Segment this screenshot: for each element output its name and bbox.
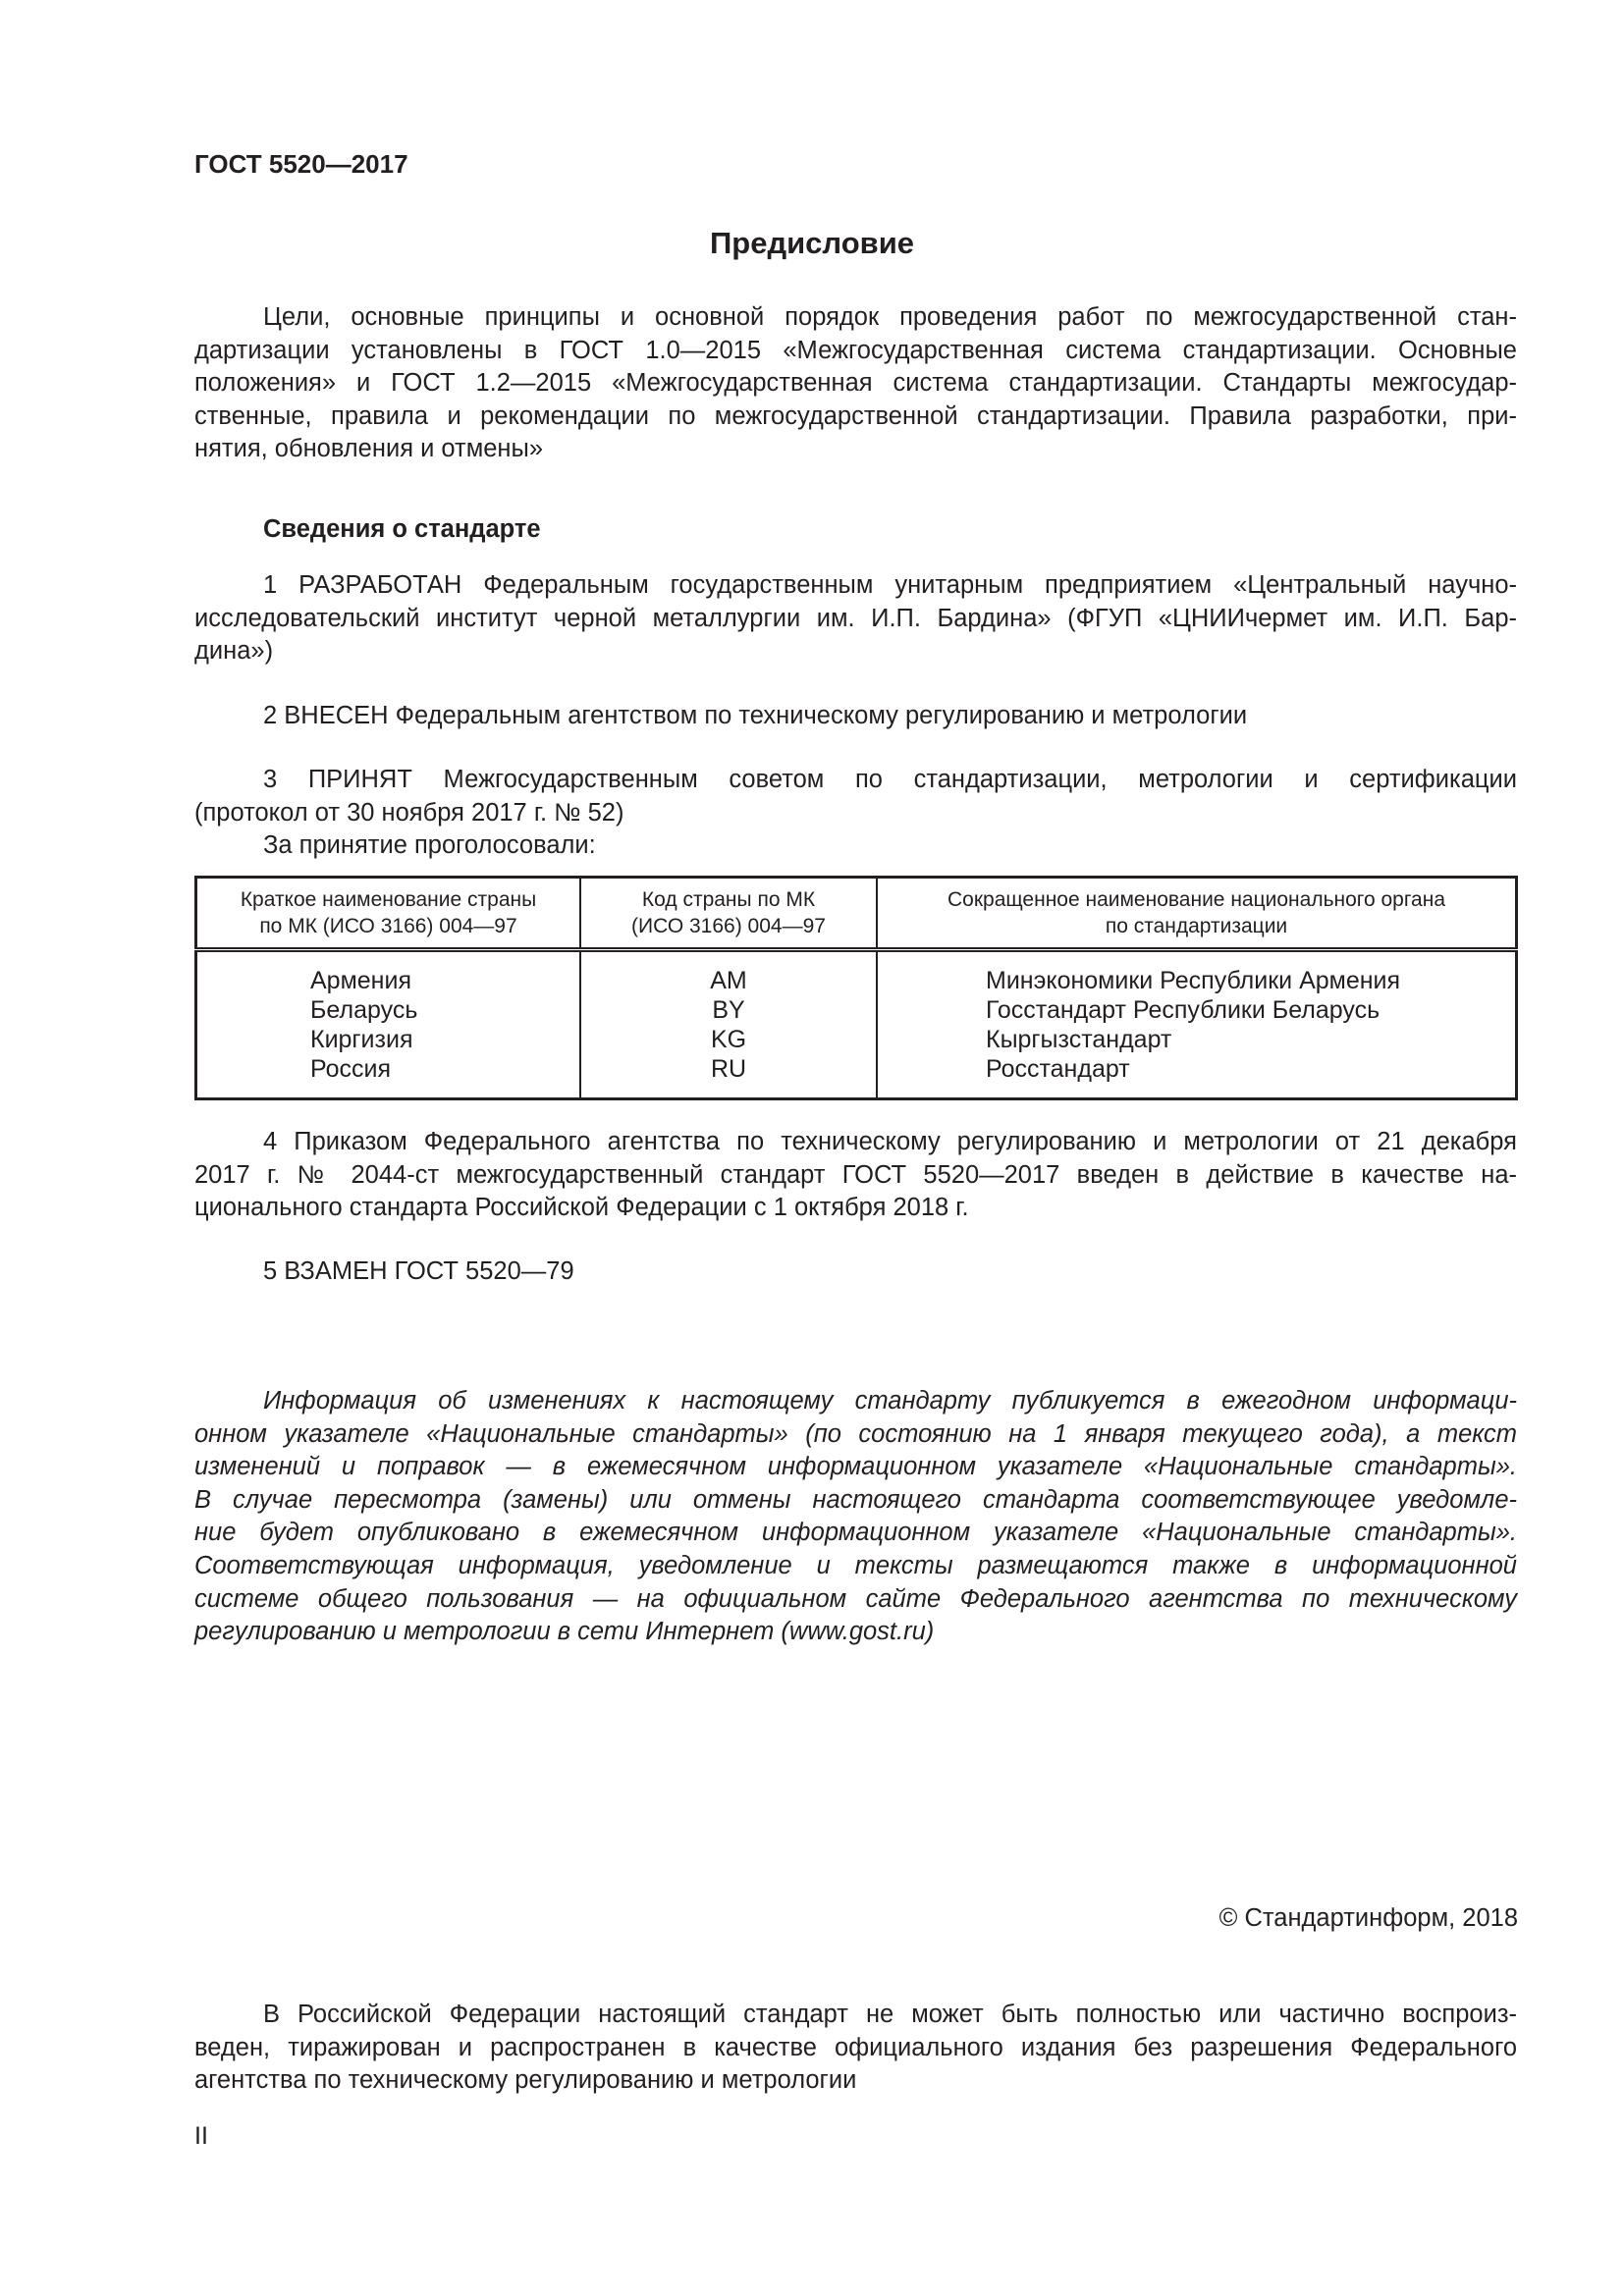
intro-paragraph <box>194 301 1517 466</box>
text-line: Цели, основные принципы и основной порядок проведения работ по межгосударственной стан- <box>263 303 1517 331</box>
text-line: 2 ВНЕСЕН Федеральным агентством по техническому регулированию и метрологии <box>263 702 1248 729</box>
notice-paragraph <box>194 1385 1517 1649</box>
text-line: системе общего пользования — на официальном сайте Федерального агентства по техническому <box>194 1584 1517 1613</box>
text-line: В Российской Федерации настоящий стандарт не может быть полностью или частично воспроиз- <box>263 2001 1517 2028</box>
text-line: В случае пересмотра (замены) или отмены настоящего стандарта соответствующее уведомле- <box>194 1485 1517 1514</box>
table-header-row <box>196 878 1517 950</box>
page-number: II <box>194 2122 208 2150</box>
country-cell: Армения Беларусь Киргизия Россия <box>196 950 581 1099</box>
text-line: 3 ПРИНЯТ Межгосударственным советом по стандартизации, метрологии и сертификации <box>263 766 1517 793</box>
text-line: Информация об изменениях к настоящему стандарту публикуется в ежегодном информаци- <box>263 1387 1517 1415</box>
column-header-code: Код страны по МК (ИСО 3166) 004—97 <box>580 878 877 950</box>
item-3 <box>194 764 1517 863</box>
text-line: ственные, правила и рекомендации по межгосударственной стандартизации. Правила разработки, при- <box>194 401 1517 430</box>
text-line: 1 РАЗРАБОТАН Федеральным государственным унитарным предприятием «Центральный научно- <box>263 571 1517 599</box>
text-line: ние будет опубликовано в ежемесячном информационном указателе «Национальные стандарты». <box>194 1519 1517 1547</box>
text-line: положения» и ГОСТ 1.2—2015 «Межгосударственная система стандартизации. Стандарты межгосудар- <box>194 369 1517 398</box>
item-1 <box>194 569 1517 668</box>
text-line: регулированию и метрологии в сети Интернет (www.gost.ru) <box>194 1618 935 1646</box>
text-line: веден, тиражирован и распространен в качестве официального издания без разрешения Федерального <box>194 2033 1517 2061</box>
text-line: нятия, обновления и отмены» <box>194 435 544 463</box>
voting-table <box>194 876 1518 1100</box>
text-line: За принятие проголосовали: <box>263 831 596 860</box>
text-line: изменений и поправок — в ежемесячном информационном указателе «Национальные стандарты». <box>194 1453 1517 1481</box>
table-row <box>196 950 1517 1099</box>
body-cell: Минэкономики Республики Армения Госстандарт Республики Беларусь Кыргызстандарт Росстандарт <box>986 967 1401 1083</box>
text-line: исследовательский институт черной металлургии им. И.П. Бардина» (ФГУП «ЦНИИчермет им. И.П. Бар- <box>194 604 1517 632</box>
column-header-body: Сокращенное наименование национального органа по стандартизации <box>877 878 1517 950</box>
document-designation: ГОСТ 5520—2017 <box>194 149 408 179</box>
text-line: 2017 г. № 2044-ст межгосударственный стандарт ГОСТ 5520—2017 введен в действие в качестве на- <box>194 1160 1517 1189</box>
section-heading: Сведения о стандарте <box>263 515 541 543</box>
code-cell: AM BY KG RU <box>580 950 877 1099</box>
text-line: ционального стандарта Российской Федерации с 1 октября 2018 г. <box>194 1194 969 1222</box>
text-line: дартизации установлены в ГОСТ 1.0—2015 «Межгосударственная система стандартизации. Основные <box>194 336 1517 364</box>
text-line: 4 Приказом Федерального агентства по техническому регулированию и метрологии от 21 декабря <box>263 1128 1517 1155</box>
item-2 <box>194 700 1517 733</box>
text-line: (протокол от 30 ноября 2017 г. № 52) <box>194 798 624 827</box>
text-line: 5 ВЗАМЕН ГОСТ 5520—79 <box>263 1257 574 1285</box>
text-line: Соответствующая информация, уведомление и тексты размещаются также в информационной <box>194 1551 1517 1579</box>
copyright: © Стандартинформ, 2018 <box>1218 1904 1518 1932</box>
text-line: агентства по техническому регулированию и метрологии <box>194 2066 857 2095</box>
item-5 <box>194 1255 1517 1289</box>
text-line: дина») <box>194 637 274 666</box>
page-title: Предисловие <box>709 226 914 260</box>
item-4 <box>194 1126 1517 1225</box>
column-header-country: Краткое наименование страны по МК (ИСО 3166) 004—97 <box>196 878 581 950</box>
rights-paragraph <box>194 1999 1517 2098</box>
text-line: онном указателе «Национальные стандарты» (по состоянию на 1 января текущего года), а текст <box>194 1419 1517 1448</box>
